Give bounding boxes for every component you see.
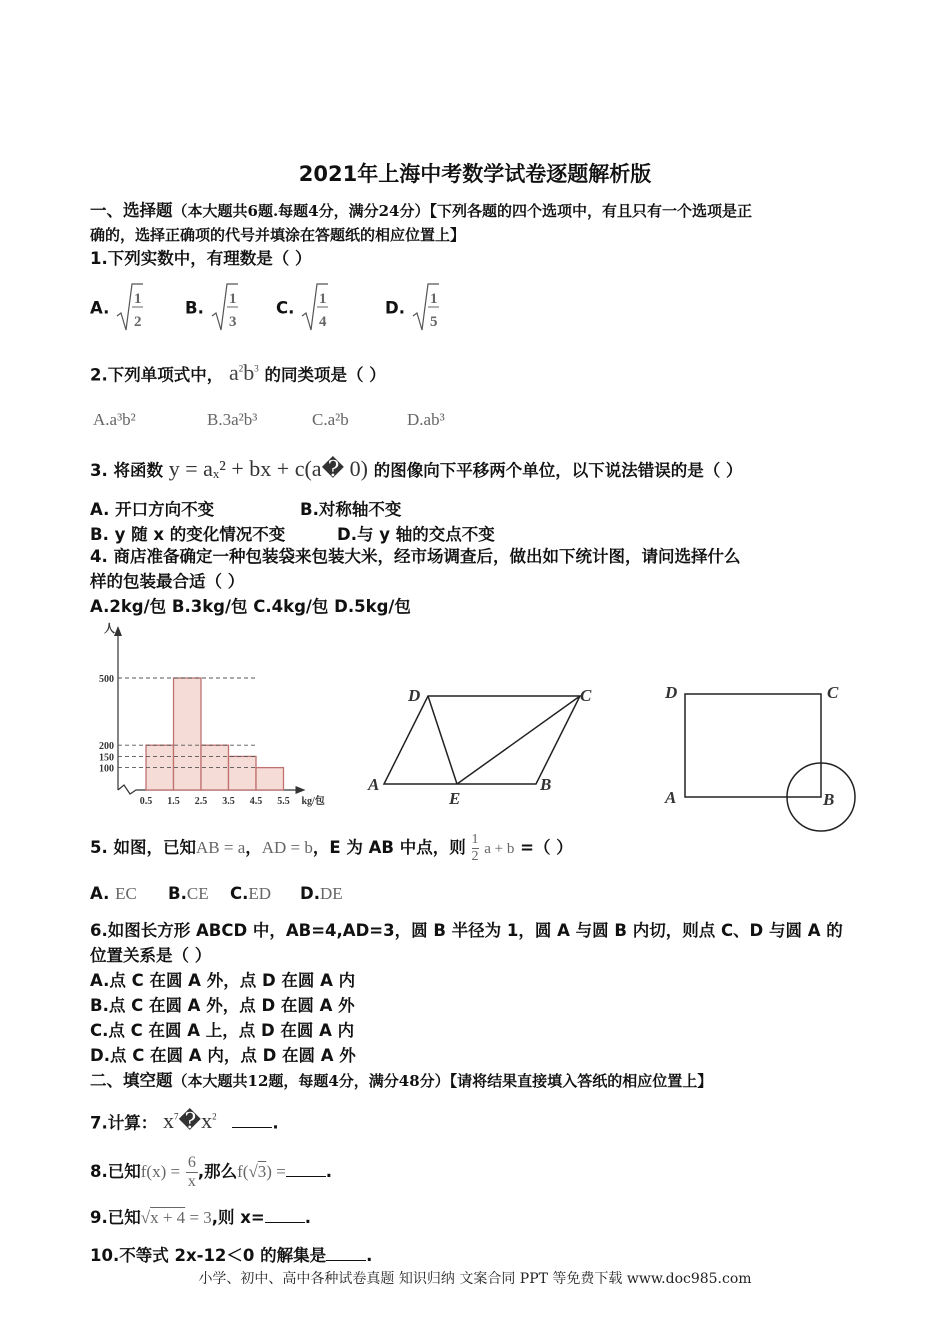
segment-de [428, 696, 457, 784]
q5-option-a: A. EC [90, 884, 137, 903]
q6-option-a: A.点 C 在圆 A 外，点 D 在圆 A 内 [90, 971, 356, 990]
q2-option-c: C.a²b [312, 410, 349, 429]
label-c: C [580, 686, 592, 705]
parallelogram-abcd [384, 696, 580, 784]
q9-radical: √x + 4 = 3 [140, 1208, 212, 1227]
label-e: E [449, 789, 461, 808]
q7-answer-blank[interactable] [232, 1111, 272, 1128]
q1-option-b-radical [210, 282, 238, 334]
section2-header [90, 1070, 712, 1092]
q5-expr: a + b [484, 841, 515, 857]
q1-option-c [276, 282, 328, 334]
q6-option-b: B.点 C 在圆 A 外，点 D 在圆 A 外 [90, 996, 355, 1015]
section1-note: （本大题共6题.每题4分，满分24分）【下列各题的四个选项中，有且只有一个选项是正 [172, 202, 752, 220]
q9: 9.已知√x + 4 = 3,则 x= . [90, 1208, 312, 1227]
label-a: A [368, 775, 380, 794]
q2-stem [90, 358, 386, 386]
q8-fraction: $\frac{6}{x}$ [187, 1154, 196, 1190]
q8: 8.已知f(x) = $\frac{6}{x}$ ,那么f(√3) = . [90, 1154, 333, 1190]
q3-stem [90, 458, 742, 482]
x-axis-label: kg/包 [301, 796, 325, 807]
label-d: D [408, 686, 421, 705]
x-tick-label: 1.5 [167, 796, 180, 807]
q1-option-a-radical [115, 282, 143, 334]
y-tick-label: 150 [99, 752, 114, 764]
q4-stem-line2: 样的包装最合适（ ） [90, 572, 245, 591]
x-tick-label: 5.5 [277, 796, 290, 807]
q1-option-a-label: A. [90, 298, 110, 318]
q8-answer-blank[interactable] [286, 1160, 326, 1177]
section1-heading: 一、选择题 [90, 201, 173, 220]
q1-option-b-label: B. [185, 298, 204, 318]
q6-stem-line2: 位置关系是（ ） [90, 946, 212, 965]
q2-prefix: 2.下列单项式中， [90, 365, 224, 385]
section1-note-cont: 确的，选择正确项的代号并填涂在答题纸的相应位置上】 [90, 226, 466, 244]
segment-ec [457, 696, 580, 784]
rectangle-circle-figure [655, 672, 875, 842]
histogram-bar [256, 768, 284, 790]
q9-answer-blank[interactable] [265, 1206, 305, 1223]
q1-b-den: 3 [228, 314, 237, 330]
q3-suffix: 的图像向下平移两个单位，以下说法错误的是（ ） [373, 461, 743, 480]
section2-note: （本大题共12题，每题4分，满分48分）【请将结果直接填入答纸的相应位置上】 [172, 1072, 713, 1090]
q3-option-c: B. y 随 x 的变化情况不变 [90, 525, 286, 544]
q1-option-b [185, 282, 238, 334]
q1-b-num: 1 [228, 291, 237, 307]
q5-stem: 5. 如图，已知AB = a，AD = b，E 为 AB 中点，则 $\frac{1}{2}$ a + b =（ ） [90, 832, 573, 864]
q4-stem-line1: 4. 商店准备确定一种包装袋来包装大米，经市场调查后，做出如下统计图，请问选择什么 [90, 547, 741, 566]
q8-radical: √3 [248, 1162, 267, 1181]
q5-option-d: D.DE [300, 884, 343, 903]
parallelogram-figure [360, 680, 600, 810]
q5-option-c: C.ED [230, 884, 272, 903]
section1-header [90, 200, 752, 222]
q3-option-a: A. 开口方向不变 [90, 500, 215, 519]
histogram-bar [229, 756, 257, 790]
q1-option-a [90, 282, 143, 334]
q1-a-den: 2 [134, 314, 142, 330]
q1-option-d-radical [411, 282, 439, 334]
q5-option-b: B.CE [168, 884, 209, 903]
q2-option-d: D.ab³ [407, 410, 445, 429]
section2-heading: 二、填空题 [90, 1071, 173, 1090]
q5-ab: AB = a [196, 838, 246, 857]
q5-prefix: 5. 如图，已知 [90, 838, 196, 857]
page-title: 2021年上海中考数学试卷逐题解析版 [298, 162, 652, 186]
q5-mid: ，E 为 AB 中点，则 [312, 838, 466, 857]
q1-option-d-label: D. [385, 298, 405, 318]
q2-option-a: A.a³b² [93, 410, 136, 429]
q7-expression: $x^7�x^2$ [163, 1108, 217, 1134]
y-axis-arrow [114, 626, 122, 636]
x-tick-label: 4.5 [249, 796, 263, 807]
label-c: C [827, 683, 839, 702]
q1-option-c-label: C. [276, 298, 295, 318]
y-tick-label: 500 [99, 674, 114, 685]
q4-options: A.2kg/包 B.3kg/包 C.4kg/包 D.5kg/包 [90, 597, 411, 616]
q5-ad: AD = b [261, 838, 313, 857]
q1-a-num: 1 [134, 291, 142, 307]
label-b: B [540, 775, 552, 794]
x-tick-label: 3.5 [222, 796, 235, 807]
q1-d-den: 5 [429, 314, 438, 330]
q3-option-b: B.对称轴不变 [300, 500, 402, 519]
x-tick-label: 2.5 [194, 796, 208, 807]
rectangle-abcd [685, 694, 821, 797]
label-d: D [665, 683, 678, 702]
y-axis-label: 人 [104, 623, 115, 635]
q2-suffix: 的同类项是（ ） [264, 365, 386, 385]
histogram-bar [174, 678, 202, 790]
q2-expression: $a^2b^3$ [229, 360, 259, 386]
footer: 小学、初中、高中各种试卷真题 知识归纳 文案合同 PPT 等免费下载 www.doc985.com [198, 1271, 752, 1287]
q5-fraction: $\frac{1}{2}$ [471, 832, 479, 864]
q1-c-num: 1 [319, 291, 327, 307]
q2-option-b: B.3a²b³ [207, 410, 258, 429]
label-a: A [665, 788, 677, 807]
q1-c-den: 4 [319, 314, 327, 330]
q10: 10.不等式 2x-12＜0 的解集是 . [90, 1246, 373, 1265]
q3-formula: y = aₓ² + bx + c(a� 0) [168, 456, 368, 481]
q6-option-d: D.点 C 在圆 A 内，点 D 在圆 A 外 [90, 1046, 356, 1065]
q1-stem: 1.下列实数中，有理数是（ ） [90, 249, 312, 268]
q1-d-num: 1 [429, 291, 438, 307]
q10-answer-blank[interactable] [326, 1244, 366, 1261]
q1-option-d [385, 282, 439, 334]
histogram-chart [88, 620, 348, 810]
y-tick-label: 100 [99, 763, 114, 775]
y-tick-label: 200 [99, 741, 114, 753]
q5-suffix: =（ ） [514, 838, 573, 857]
q1-option-c-radical [300, 282, 328, 334]
label-b: B [823, 790, 835, 809]
q3-option-d: D.与 y 轴的交点不变 [337, 525, 495, 544]
q6-stem-line1: 6.如图长方形 ABCD 中，AB=4,AD=3，圆 B 半径为 1，圆 A 与圆 B 内切，则点 C、D 与圆 A 的 [90, 921, 843, 940]
x-axis-arrow [296, 786, 306, 794]
q3-prefix: 3. 将函数 [90, 461, 163, 480]
q7: 7.计算： $x^7�x^2$ . [90, 1108, 279, 1134]
q6-option-c: C.点 C 在圆 A 上，点 D 在圆 A 内 [90, 1021, 355, 1040]
x-tick-label: 0.5 [139, 796, 153, 807]
